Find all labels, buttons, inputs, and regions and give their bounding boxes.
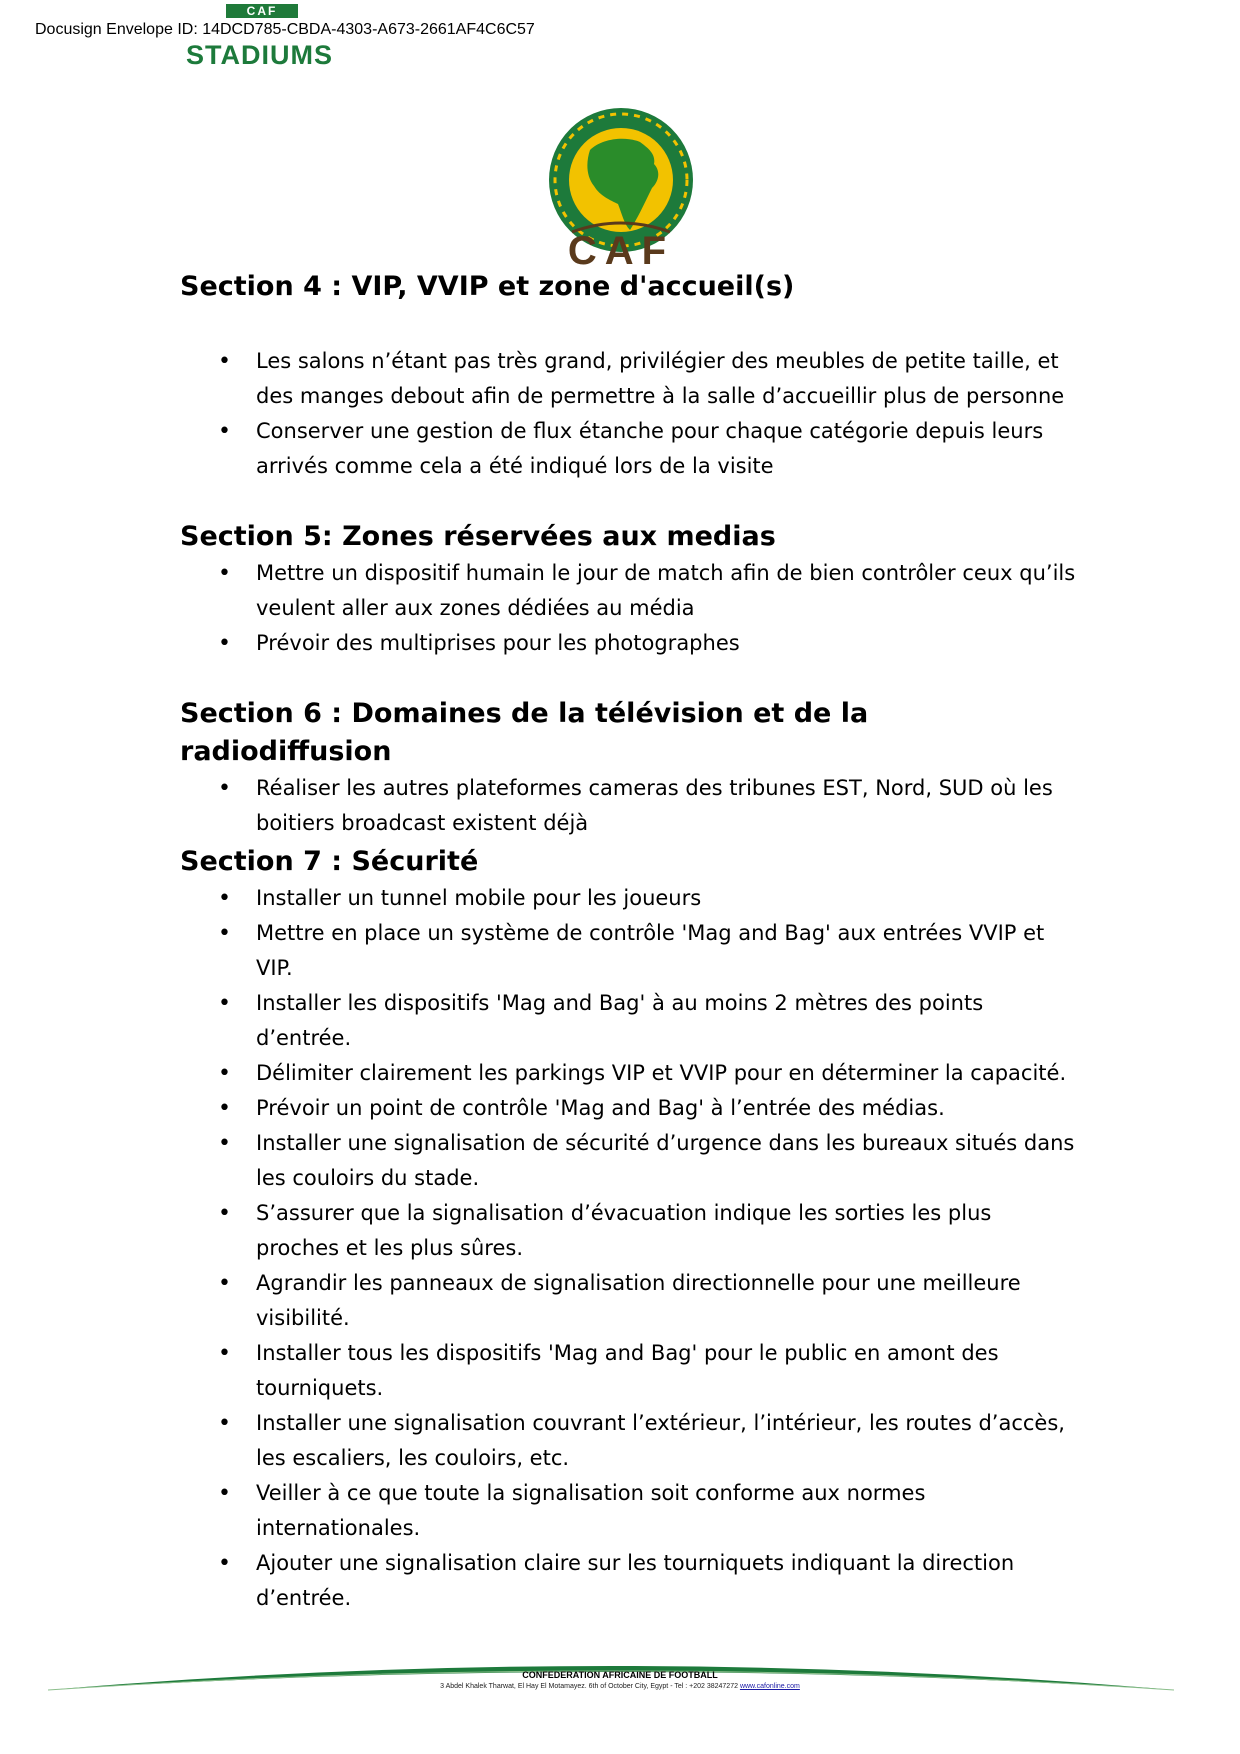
section-6 [180,695,1080,841]
section-7 [180,843,1080,1616]
section-5 [180,518,1080,661]
section-4-list [180,344,1080,484]
footer-org: CONFEDERATION AFRICAINE DE FOOTBALL [522,1670,718,1680]
list-item: • Conserver une gestion de flux étanche pour chaque catégorie depuis leurs arrivés comme cela a été indiqué lors de la visite [256,414,1080,484]
section-7-title: Section 7 : Sécurité [180,846,479,877]
footer-address [0,1683,1240,1690]
list-item: • Délimiter clairement les parkings VIP et VVIP pour en déterminer la capacité. [256,1056,1080,1091]
caf-logo [528,104,714,274]
list-item: • Réaliser les autres plateformes cameras des tribunes EST, Nord, SUD où les boitiers broadcast existent déjà [256,771,1080,841]
section-4 [180,268,1080,484]
section-5-list [180,556,1080,661]
list-item: • Mettre en place un système de contrôle 'Mag and Bag' aux entrées VVIP et VIP. [256,916,1080,986]
list-item: • Prévoir des multiprises pour les photographes [256,626,1080,661]
section-7-list [180,881,1080,1616]
list-item: • Installer une signalisation couvrant l’extérieur, l’intérieur, les routes d’accès, les escaliers, les couloirs, etc. [256,1406,1080,1476]
section-5-title: Section 5: Zones réservées aux medias [180,521,776,552]
list-item: • Veiller à ce que toute la signalisation soit conforme aux normes internationales. [256,1476,1080,1546]
section-4-title: Section 4 : VIP, VVIP et zone d'accueil(s) [180,271,795,302]
list-item: • Agrandir les panneaux de signalisation directionnelle pour une meilleure visibilité. [256,1266,1080,1336]
list-item: • Installer les dispositifs 'Mag and Bag' à au moins 2 mètres des points d’entrée. [256,986,1080,1056]
stadiums-wordmark: STADIUMS [186,40,333,70]
list-item: • Installer tous les dispositifs 'Mag and Bag' pour le public en amont des tourniquets. [256,1336,1080,1406]
list-item: • Prévoir un point de contrôle 'Mag and Bag' à l’entrée des médias. [256,1091,1080,1126]
footer-url-link[interactable]: www.cafonline.com [739,1683,800,1690]
list-item: • Les salons n’étant pas très grand, privilégier des meubles de petite taille, et des manges debout afin de permettre à la salle d’accueillir plus de personne [256,344,1080,414]
list-item: • Ajouter une signalisation claire sur les tourniquets indiquant la direction d’entrée. [256,1546,1080,1616]
section-6-list [180,771,1080,841]
logo-text: CAF [567,229,675,273]
list-item: • Mettre un dispositif humain le jour de match afin de bien contrôler ceux qu’ils veulent aller aux zones dédiées au média [256,556,1080,626]
list-item: • Installer une signalisation de sécurité d’urgence dans les bureaux situés dans les couloirs du stade. [256,1126,1080,1196]
list-item: • Installer un tunnel mobile pour les joueurs [256,881,1080,916]
footer-address-text: 3 Abdel Khalek Tharwat, El Hay El Motamayez. 6th of October City, Egypt - Tel : +202 38247272 [440,1683,738,1690]
list-item: • S’assurer que la signalisation d’évacuation indique les sorties les plus proches et les plus sûres. [256,1196,1080,1266]
caf-mini-logo: CAF [226,4,298,18]
envelope-id: Docusign Envelope ID: 14DCD785-CBDA-4303-A673-2661AF4C6C57 [35,21,535,38]
document-body [180,268,1080,1616]
section-6-title: Section 6 : Domaines de la télévision et de la radiodiffusion [180,698,869,767]
